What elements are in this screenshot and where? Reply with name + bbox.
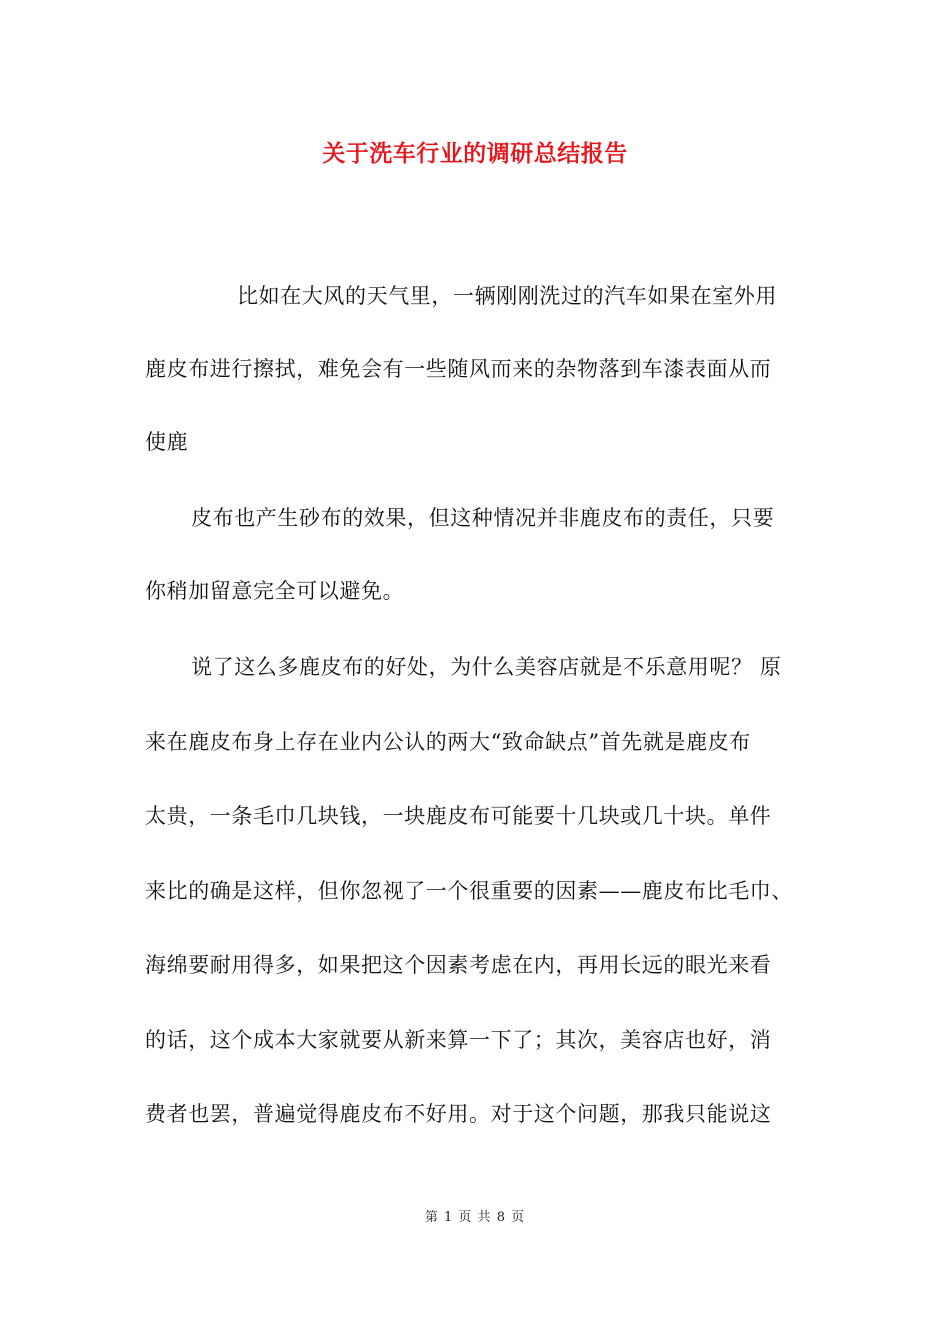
body-line-6: 说了这么多鹿皮布的好处，为什么美容店就是不乐意用呢？ 原 (191, 655, 782, 679)
page-number-footer: 第 1 页 共 8 页 (424, 1210, 526, 1225)
body-line-5: 你稍加留意完全可以避免。 (145, 579, 405, 603)
body-line-8: 太贵，一条毛巾几块钱，一块鹿皮布可能要十几块或几十块。单件 (145, 804, 772, 828)
body-line-12: 费者也罢，普遍觉得鹿皮布不好用。对于这个问题，那我只能说这 (145, 1102, 772, 1126)
body-line-10: 海绵要耐用得多，如果把这个因素考虑在内，再用长远的眼光来看 (145, 953, 772, 977)
body-line-3: 使鹿 (145, 430, 189, 454)
body-line-7: 来在鹿皮布身上存在业内公认的两大“致命缺点”首先就是鹿皮布 (145, 730, 751, 754)
body-line-9: 来比的确是这样，但你忽视了一个很重要的因素——鹿皮布比毛巾、 (145, 879, 793, 903)
body-line-1: 比如在大风的天气里，一辆刚刚洗过的汽车如果在室外用 (237, 284, 777, 308)
body-line-2: 鹿皮布进行擦拭，难免会有一些随风而来的杂物落到车漆表面从而 (145, 357, 772, 381)
body-line-11: 的话，这个成本大家就要从新来算一下了；其次，美容店也好，消 (145, 1028, 772, 1052)
body-line-4: 皮布也产生砂布的效果，但这种情况并非鹿皮布的责任，只要 (191, 506, 775, 530)
document-title: 关于洗车行业的调研总结报告 (322, 140, 628, 167)
